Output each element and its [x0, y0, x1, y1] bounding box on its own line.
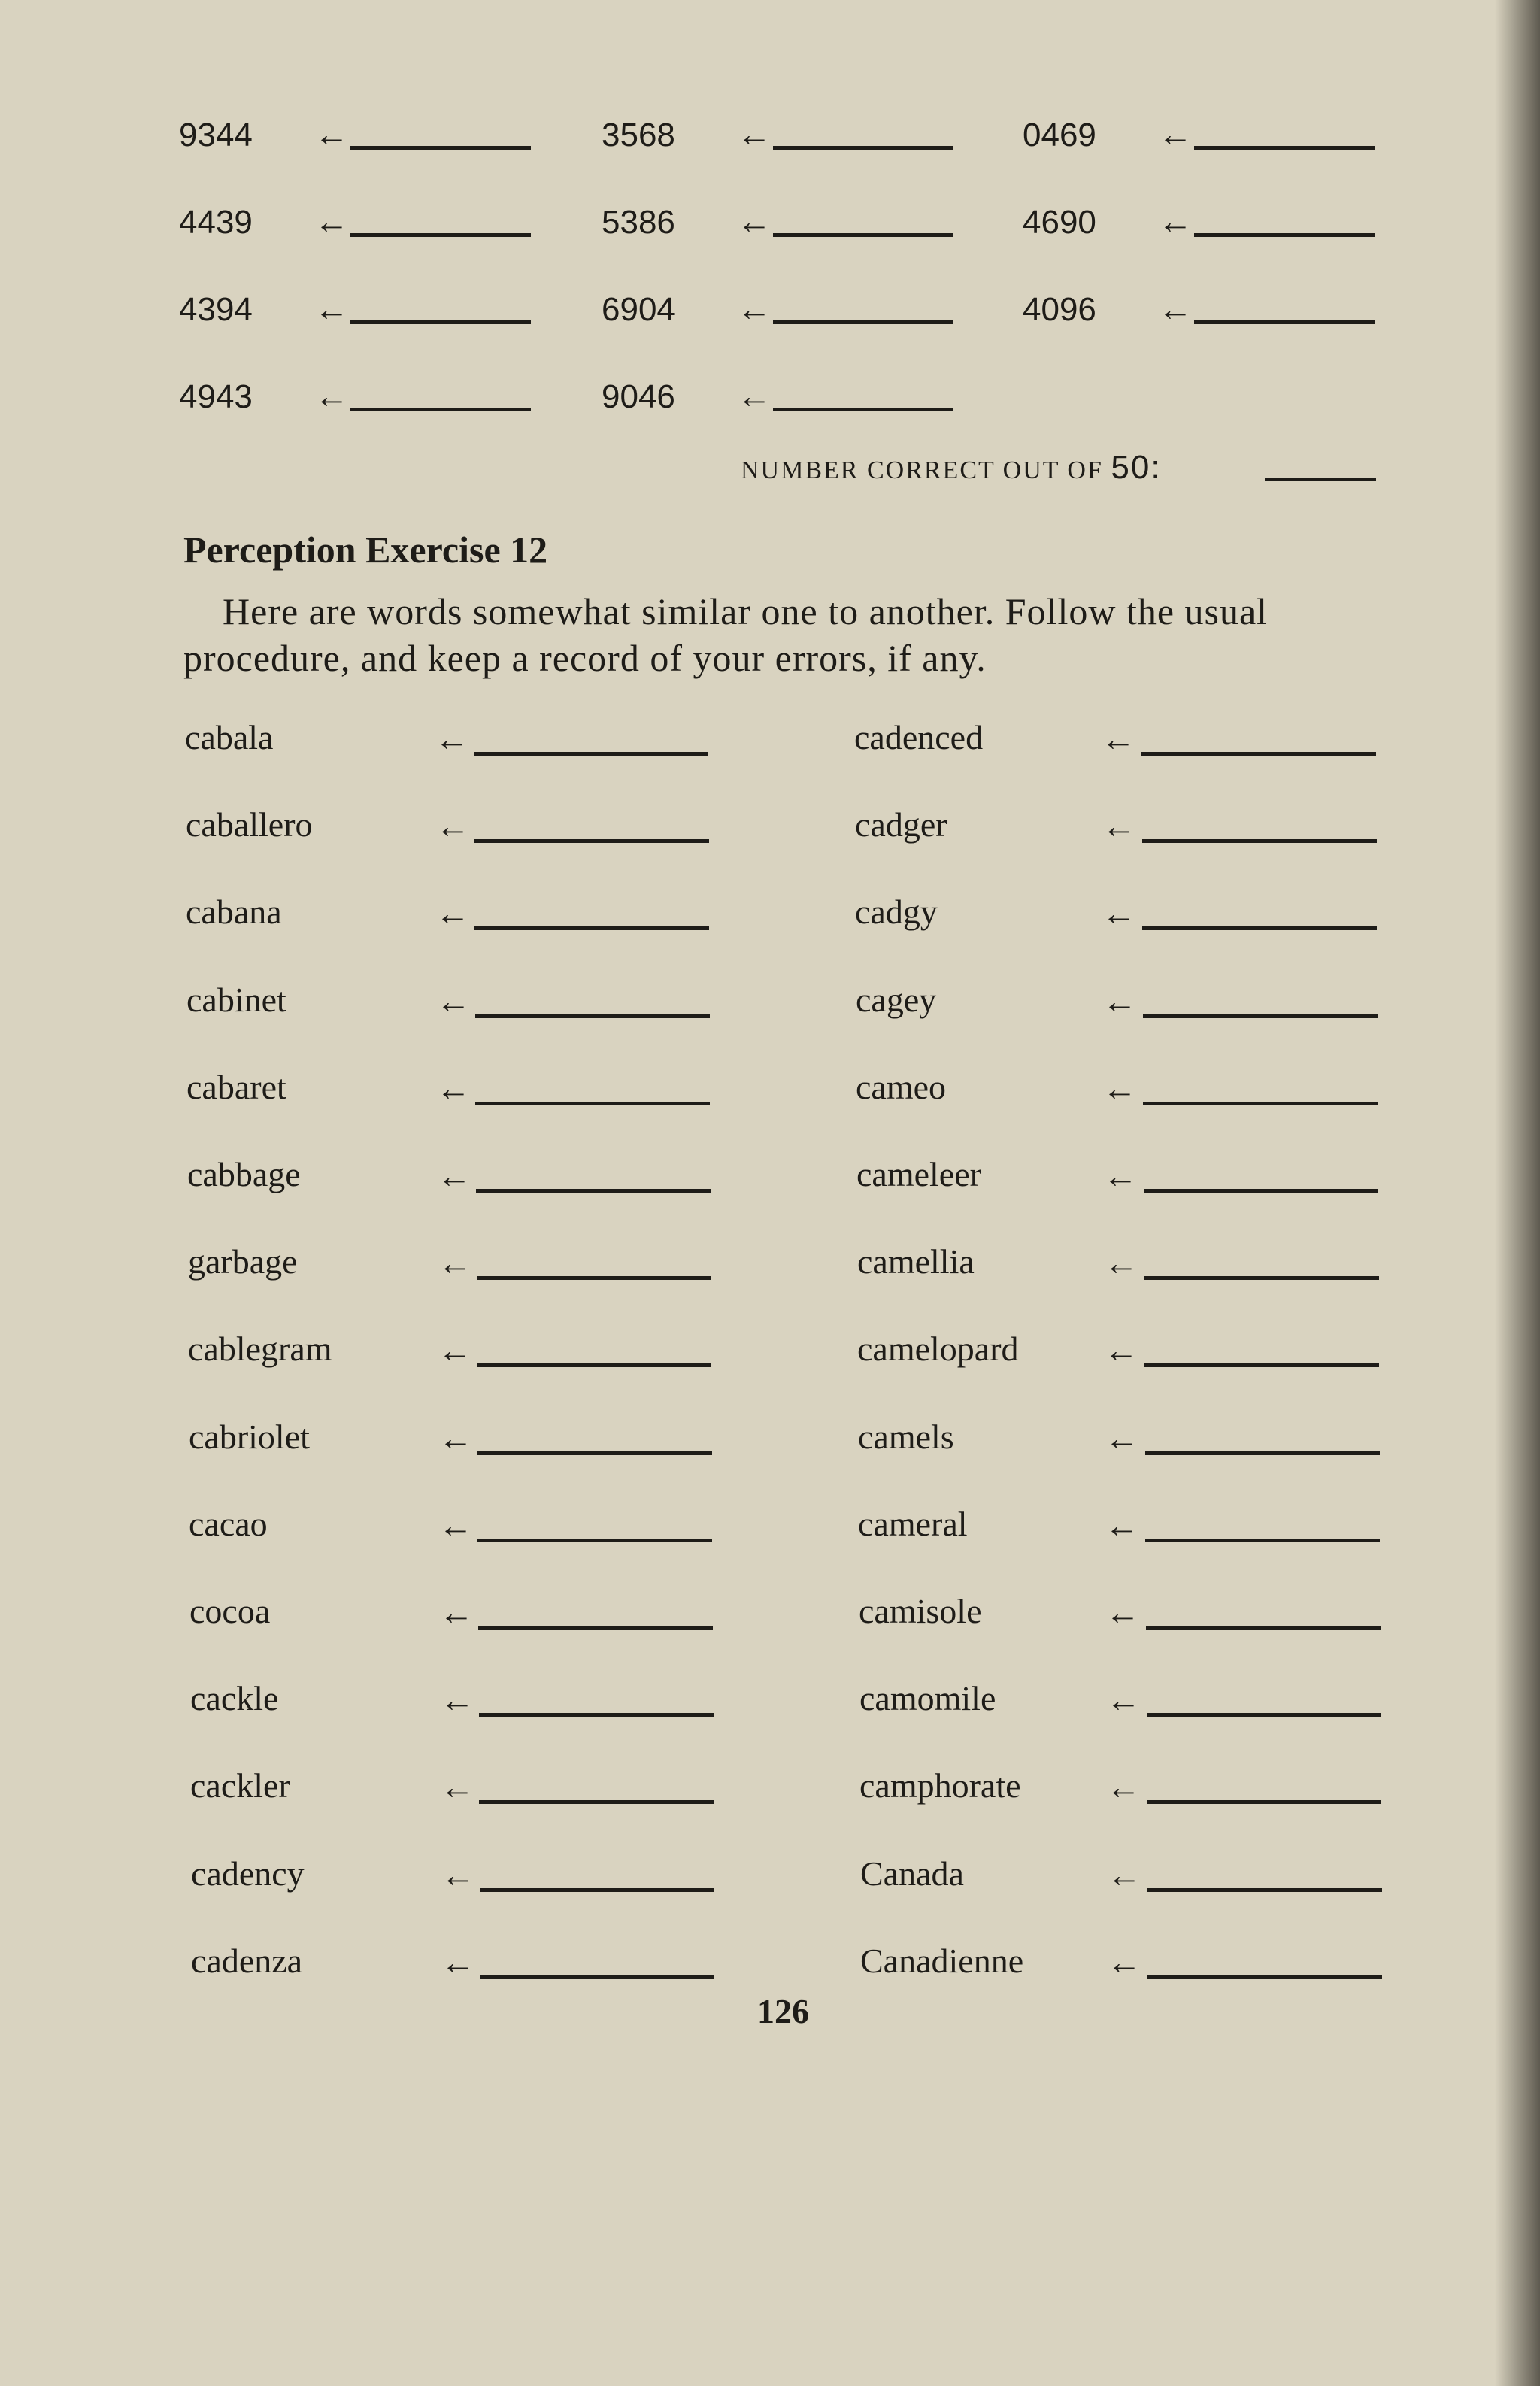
- number-item: 5386: [602, 204, 675, 241]
- number-item: 4394: [179, 291, 253, 328]
- left-arrow-icon: ←: [438, 1244, 472, 1282]
- left-arrow-icon: ←: [314, 377, 349, 415]
- answer-blank[interactable]: [478, 1626, 713, 1630]
- answer-blank[interactable]: [1146, 1626, 1381, 1630]
- exercise-instructions: Here are words somewhat similar one to another. Follow the usual procedure, and keep a record of your errors, if any.: [183, 590, 1269, 679]
- left-arrow-icon: ←: [438, 1506, 473, 1545]
- left-arrow-icon: ←: [1104, 1244, 1138, 1282]
- answer-blank[interactable]: [1143, 1102, 1378, 1105]
- word-item: cablegram: [188, 1329, 332, 1368]
- answer-blank[interactable]: [1145, 1451, 1380, 1455]
- answer-blank[interactable]: [1144, 1276, 1379, 1280]
- left-arrow-icon: ←: [1106, 1681, 1141, 1719]
- word-item: cadenced: [854, 718, 984, 756]
- answer-blank[interactable]: [476, 1189, 711, 1193]
- number-item: 9046: [602, 378, 675, 415]
- answer-blank[interactable]: [773, 408, 953, 411]
- left-arrow-icon: ←: [435, 807, 470, 845]
- left-arrow-icon: ←: [1103, 1157, 1138, 1195]
- word-item: garbage: [188, 1242, 298, 1281]
- left-arrow-icon: ←: [437, 1157, 471, 1195]
- left-arrow-icon: ←: [1104, 1331, 1138, 1369]
- answer-blank[interactable]: [1142, 926, 1377, 930]
- number-item: 4690: [1023, 204, 1096, 241]
- answer-blank[interactable]: [350, 146, 531, 150]
- left-arrow-icon: ←: [1158, 202, 1193, 241]
- answer-blank[interactable]: [1141, 752, 1376, 756]
- number-item: 0469: [1023, 117, 1096, 153]
- left-arrow-icon: ←: [1102, 807, 1136, 845]
- answer-blank[interactable]: [474, 926, 709, 930]
- number-item: 4943: [179, 378, 253, 415]
- answer-blank[interactable]: [773, 233, 953, 237]
- left-arrow-icon: ←: [436, 982, 471, 1020]
- word-item: cacao: [189, 1505, 268, 1543]
- page-number: 126: [757, 1992, 809, 2030]
- exercise-title: Perception Exercise 12: [183, 529, 548, 571]
- word-item: cagey: [856, 981, 937, 1019]
- left-arrow-icon: ←: [1158, 115, 1193, 153]
- left-arrow-icon: ←: [439, 1593, 474, 1632]
- word-item: cackle: [190, 1679, 279, 1717]
- word-item: cadency: [191, 1854, 305, 1893]
- left-arrow-icon: ←: [737, 377, 772, 415]
- left-arrow-icon: ←: [314, 115, 349, 153]
- word-item: cabala: [185, 718, 274, 756]
- answer-blank[interactable]: [1147, 1713, 1381, 1717]
- left-arrow-icon: ←: [1102, 982, 1137, 1020]
- answer-blank[interactable]: [350, 233, 531, 237]
- word-item: cabinet: [186, 981, 286, 1019]
- answer-blank[interactable]: [1145, 1539, 1380, 1542]
- word-item: cameral: [858, 1505, 968, 1543]
- answer-blank[interactable]: [1142, 839, 1377, 843]
- word-item: Canada: [860, 1854, 964, 1893]
- number-item: 6904: [602, 291, 675, 328]
- word-item: cackler: [190, 1766, 290, 1805]
- word-item: cameo: [856, 1068, 947, 1106]
- word-item: cabbage: [187, 1155, 301, 1193]
- word-item: caballero: [186, 805, 313, 844]
- answer-blank[interactable]: [1147, 1888, 1382, 1892]
- answer-blank[interactable]: [773, 320, 953, 324]
- left-arrow-icon: ←: [1102, 1069, 1137, 1108]
- answer-blank[interactable]: [477, 1539, 712, 1542]
- tally-line: [741, 451, 1162, 484]
- word-item: camels: [858, 1417, 954, 1456]
- left-arrow-icon: ←: [436, 1069, 471, 1108]
- left-arrow-icon: ←: [1101, 720, 1135, 758]
- answer-blank[interactable]: [1143, 1014, 1378, 1018]
- number-item: 4439: [179, 204, 253, 241]
- word-item: camellia: [857, 1242, 975, 1281]
- word-item: cabaret: [186, 1068, 286, 1106]
- answer-blank[interactable]: [479, 1800, 714, 1804]
- left-arrow-icon: ←: [314, 290, 349, 328]
- left-arrow-icon: ←: [314, 202, 349, 241]
- answer-blank[interactable]: [1147, 1975, 1382, 1979]
- answer-blank[interactable]: [475, 1102, 710, 1105]
- answer-blank[interactable]: [1194, 146, 1375, 150]
- word-item: Canadienne: [860, 1942, 1024, 1980]
- word-item: cabriolet: [189, 1417, 310, 1456]
- left-arrow-icon: ←: [1107, 1856, 1141, 1894]
- number-item: 4096: [1023, 291, 1096, 328]
- word-item: camomile: [859, 1679, 996, 1717]
- left-arrow-icon: ←: [440, 1681, 474, 1719]
- word-item: cabana: [186, 893, 282, 931]
- answer-blank[interactable]: [1147, 1800, 1381, 1804]
- answer-blank[interactable]: [474, 839, 709, 843]
- answer-blank[interactable]: [480, 1888, 714, 1892]
- left-arrow-icon: ←: [435, 720, 469, 758]
- left-arrow-icon: ←: [737, 202, 772, 241]
- left-arrow-icon: ←: [1105, 1506, 1139, 1545]
- answer-blank[interactable]: [1194, 233, 1375, 237]
- answer-blank[interactable]: [477, 1276, 711, 1280]
- answer-blank[interactable]: [350, 408, 531, 411]
- answer-blank[interactable]: [1194, 320, 1375, 324]
- word-item: camphorate: [859, 1766, 1021, 1805]
- answer-blank[interactable]: [475, 1014, 710, 1018]
- left-arrow-icon: ←: [1158, 290, 1193, 328]
- word-item: cadenza: [191, 1942, 303, 1980]
- left-arrow-icon: ←: [435, 894, 470, 932]
- word-item: camisole: [859, 1592, 982, 1630]
- left-arrow-icon: ←: [737, 290, 772, 328]
- tally-label: NUMBER CORRECT OUT OF: [741, 456, 1103, 484]
- left-arrow-icon: ←: [440, 1768, 474, 1806]
- answer-blank[interactable]: [1144, 1189, 1378, 1193]
- number-item: 9344: [179, 117, 253, 153]
- word-item: cameleer: [856, 1155, 981, 1193]
- word-item: camelopard: [857, 1329, 1019, 1368]
- word-item: cadgy: [855, 893, 938, 931]
- tally-total: 50:: [1111, 449, 1162, 486]
- left-arrow-icon: ←: [1106, 1768, 1141, 1806]
- left-arrow-icon: ←: [441, 1943, 475, 1981]
- number-item: 3568: [602, 117, 675, 153]
- left-arrow-icon: ←: [1107, 1943, 1141, 1981]
- answer-blank[interactable]: [773, 146, 953, 150]
- answer-blank[interactable]: [479, 1713, 714, 1717]
- page-edge-shadow: [1495, 0, 1540, 2386]
- tally-answer-blank[interactable]: [1265, 478, 1376, 481]
- left-arrow-icon: ←: [1105, 1419, 1139, 1457]
- left-arrow-icon: ←: [438, 1331, 472, 1369]
- left-arrow-icon: ←: [1102, 894, 1136, 932]
- answer-blank[interactable]: [474, 752, 708, 756]
- left-arrow-icon: ←: [737, 115, 772, 153]
- answer-blank[interactable]: [1144, 1363, 1379, 1367]
- left-arrow-icon: ←: [441, 1856, 475, 1894]
- left-arrow-icon: ←: [438, 1419, 473, 1457]
- answer-blank[interactable]: [477, 1363, 711, 1367]
- answer-blank[interactable]: [480, 1975, 714, 1979]
- word-item: cocoa: [189, 1592, 271, 1630]
- left-arrow-icon: ←: [1105, 1593, 1140, 1632]
- word-item: cadger: [855, 805, 947, 844]
- answer-blank[interactable]: [350, 320, 531, 324]
- answer-blank[interactable]: [477, 1451, 712, 1455]
